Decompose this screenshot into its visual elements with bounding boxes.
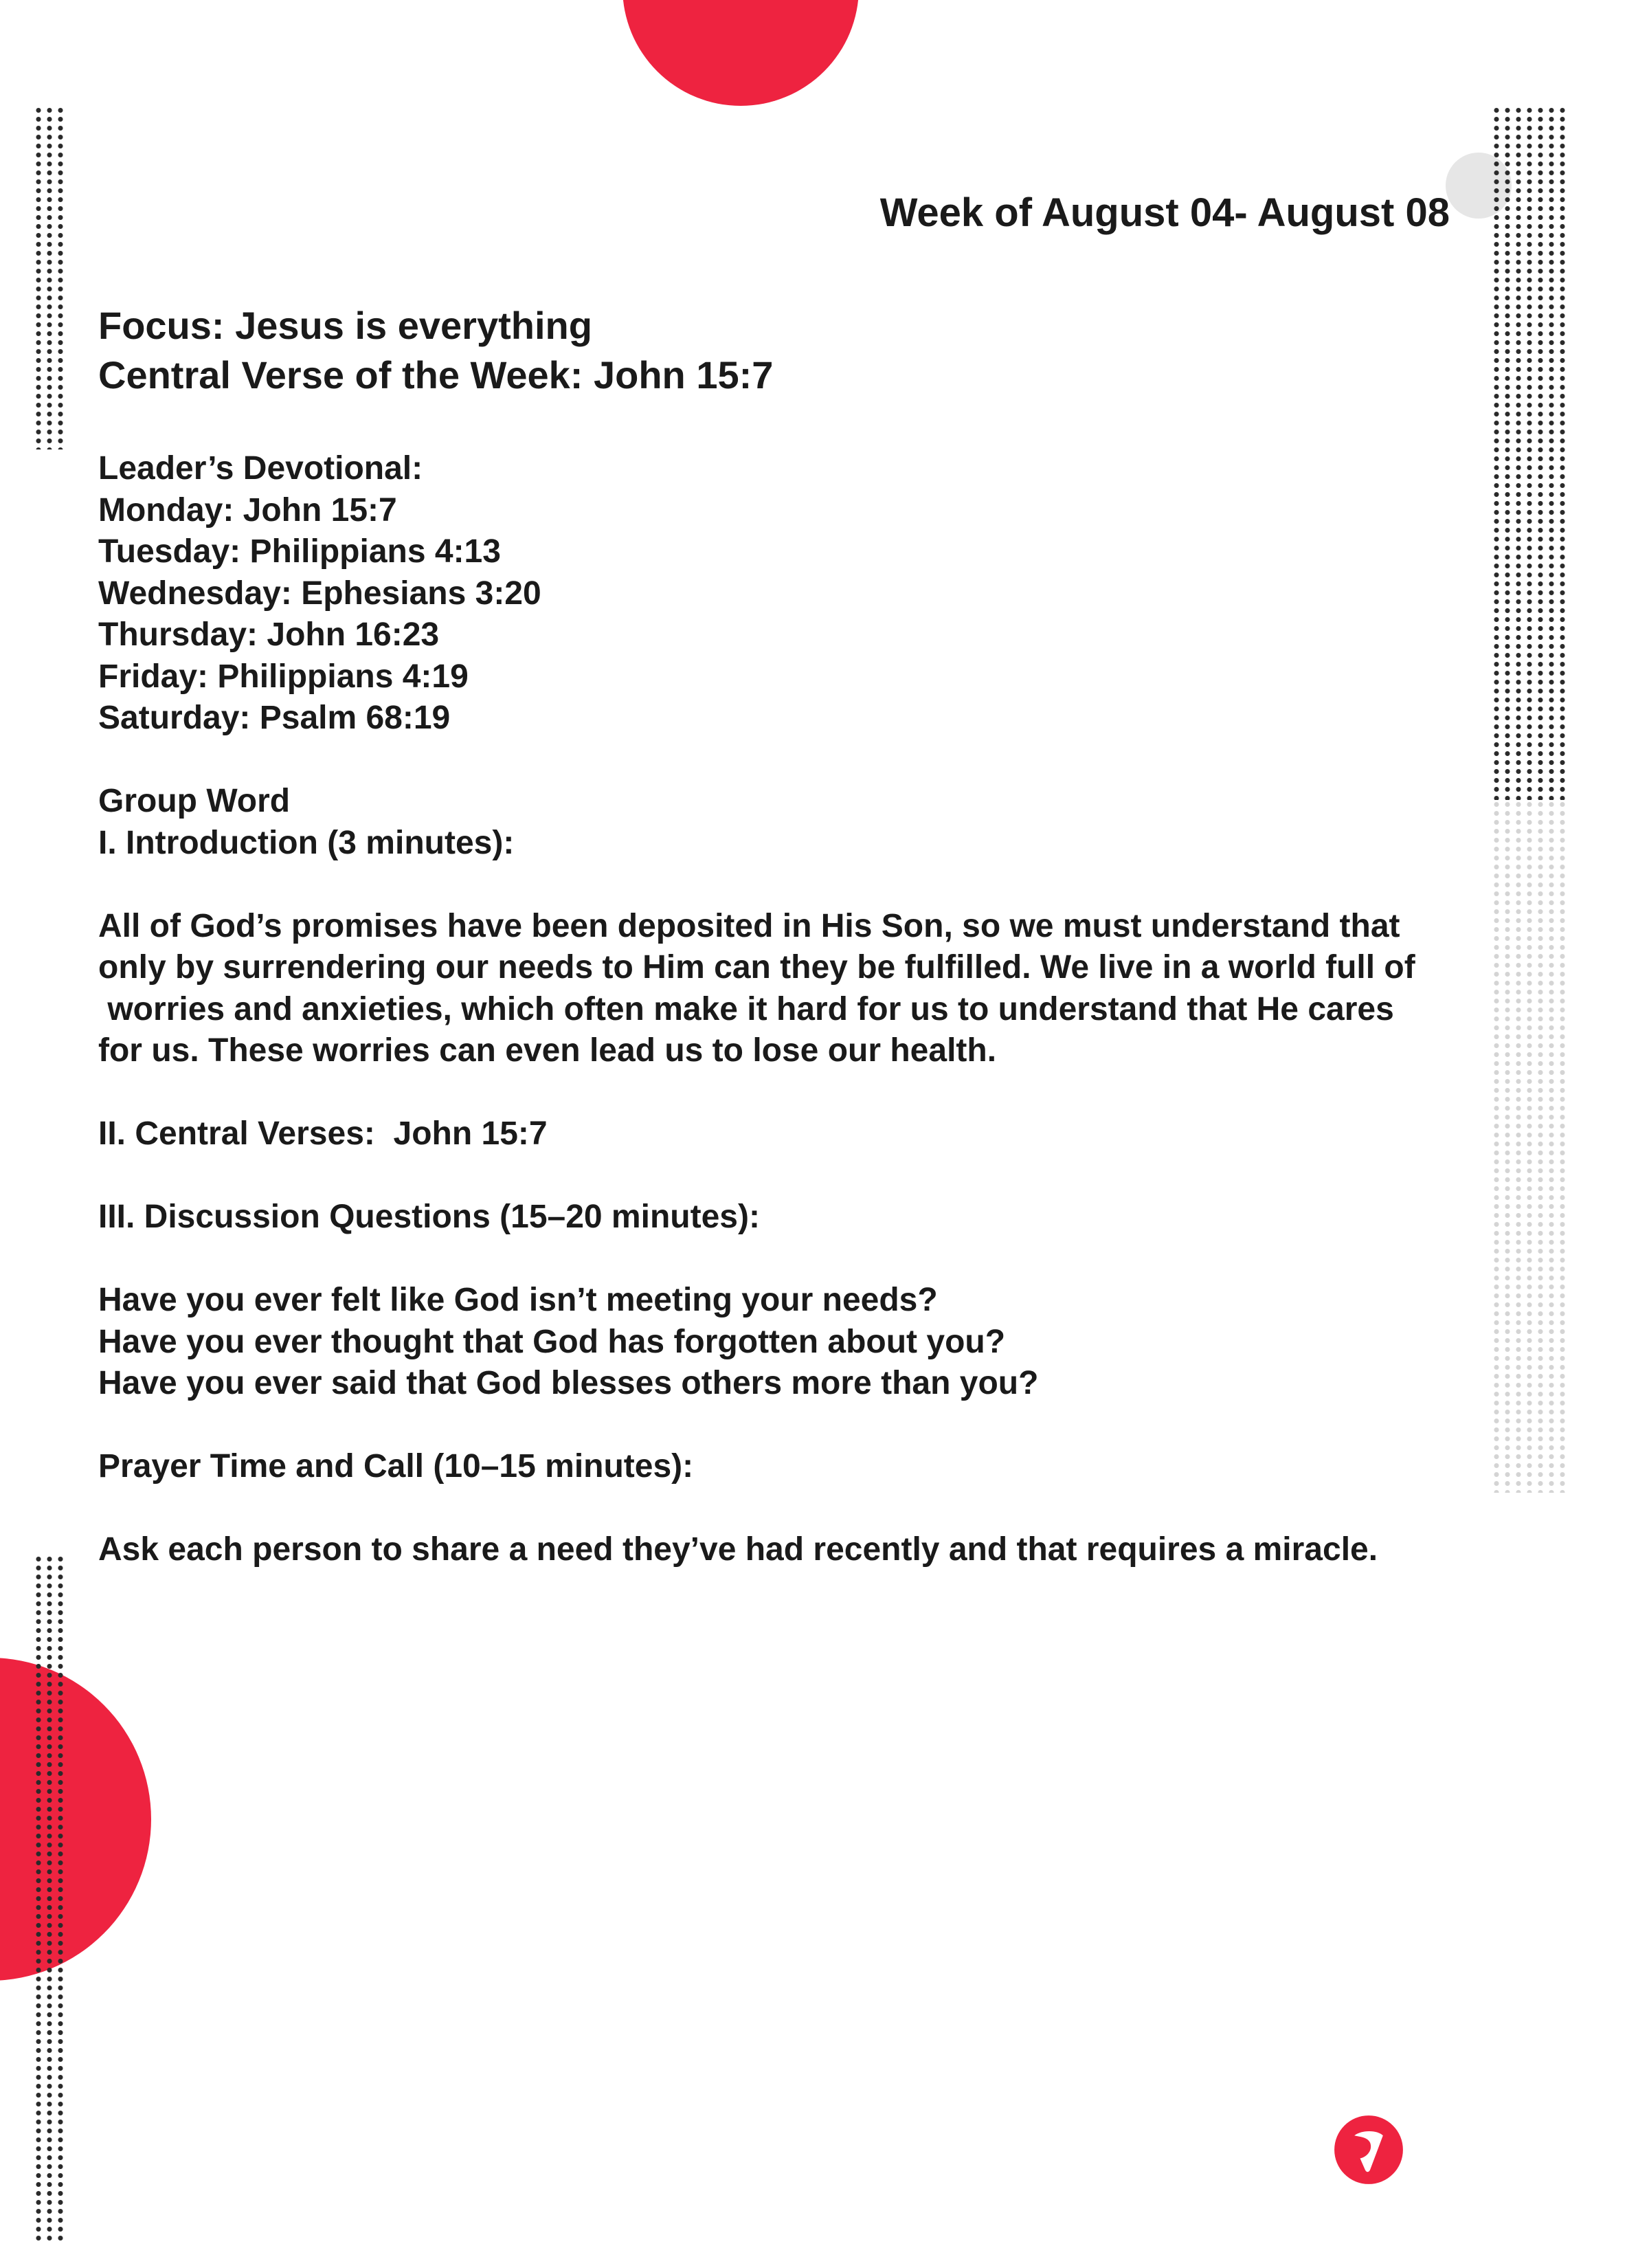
introduction-line: for us. These worries can even lead us to lose our health. [98,1032,997,1069]
introduction-line: All of God’s promises have been deposited in His Son, so we must understand that [98,907,1400,944]
church-logo-icon [1333,2114,1404,2186]
devotional-day: Wednesday: Ephesians 3:20 [98,575,541,612]
devotional-day: Saturday: Psalm 68:19 [98,700,451,736]
devotional-day: Friday: Philippians 4:19 [98,658,469,695]
central-verse-title: Central Verse of the Week: John 15:7 [98,353,774,397]
discussion-question: Have you ever thought that God has forgotten about you? [98,1323,1006,1360]
discussion-question: Have you ever felt like God isn’t meeting your needs? [98,1282,938,1318]
devotional-day: Tuesday: Philippians 4:13 [98,533,501,570]
group-word-title: Group Word [98,783,291,819]
decorative-dot-grid-left-bottom [33,1555,66,2242]
introduction-line: worries and anxieties, which often make it hard for us to understand that He cares [98,990,1394,1027]
document-body [98,448,1507,1571]
discussion-heading: III. Discussion Questions (15–20 minutes): [98,1199,760,1235]
decorative-circle-left [0,1658,151,1981]
central-verses-heading: II. Central Verses: John 15:7 [98,1115,548,1152]
week-label: Week of August 04- August 08 [879,190,1450,235]
devotional-day: Thursday: John 16:23 [98,616,440,653]
focus-block [98,301,1404,400]
devotional-day: Monday: John 15:7 [98,491,397,529]
discussion-question: Have you ever said that God blesses others more than you? [98,1365,1039,1401]
prayer-text: Ask each person to share a need they’ve had recently and that requires a miracle. [98,1531,1378,1568]
introduction-heading: I. Introduction (3 minutes): [98,824,515,861]
devotional-title: Leader’s Devotional: [98,450,423,487]
focus-title: Focus: Jesus is everything [98,304,592,347]
decorative-dot-grid-left-top [33,106,66,449]
decorative-circle-top [622,0,859,106]
prayer-heading: Prayer Time and Call (10–15 minutes): [98,1448,694,1485]
introduction-line: only by surrendering our needs to Him can they be fulfilled. We live in a world full of [98,949,1415,986]
